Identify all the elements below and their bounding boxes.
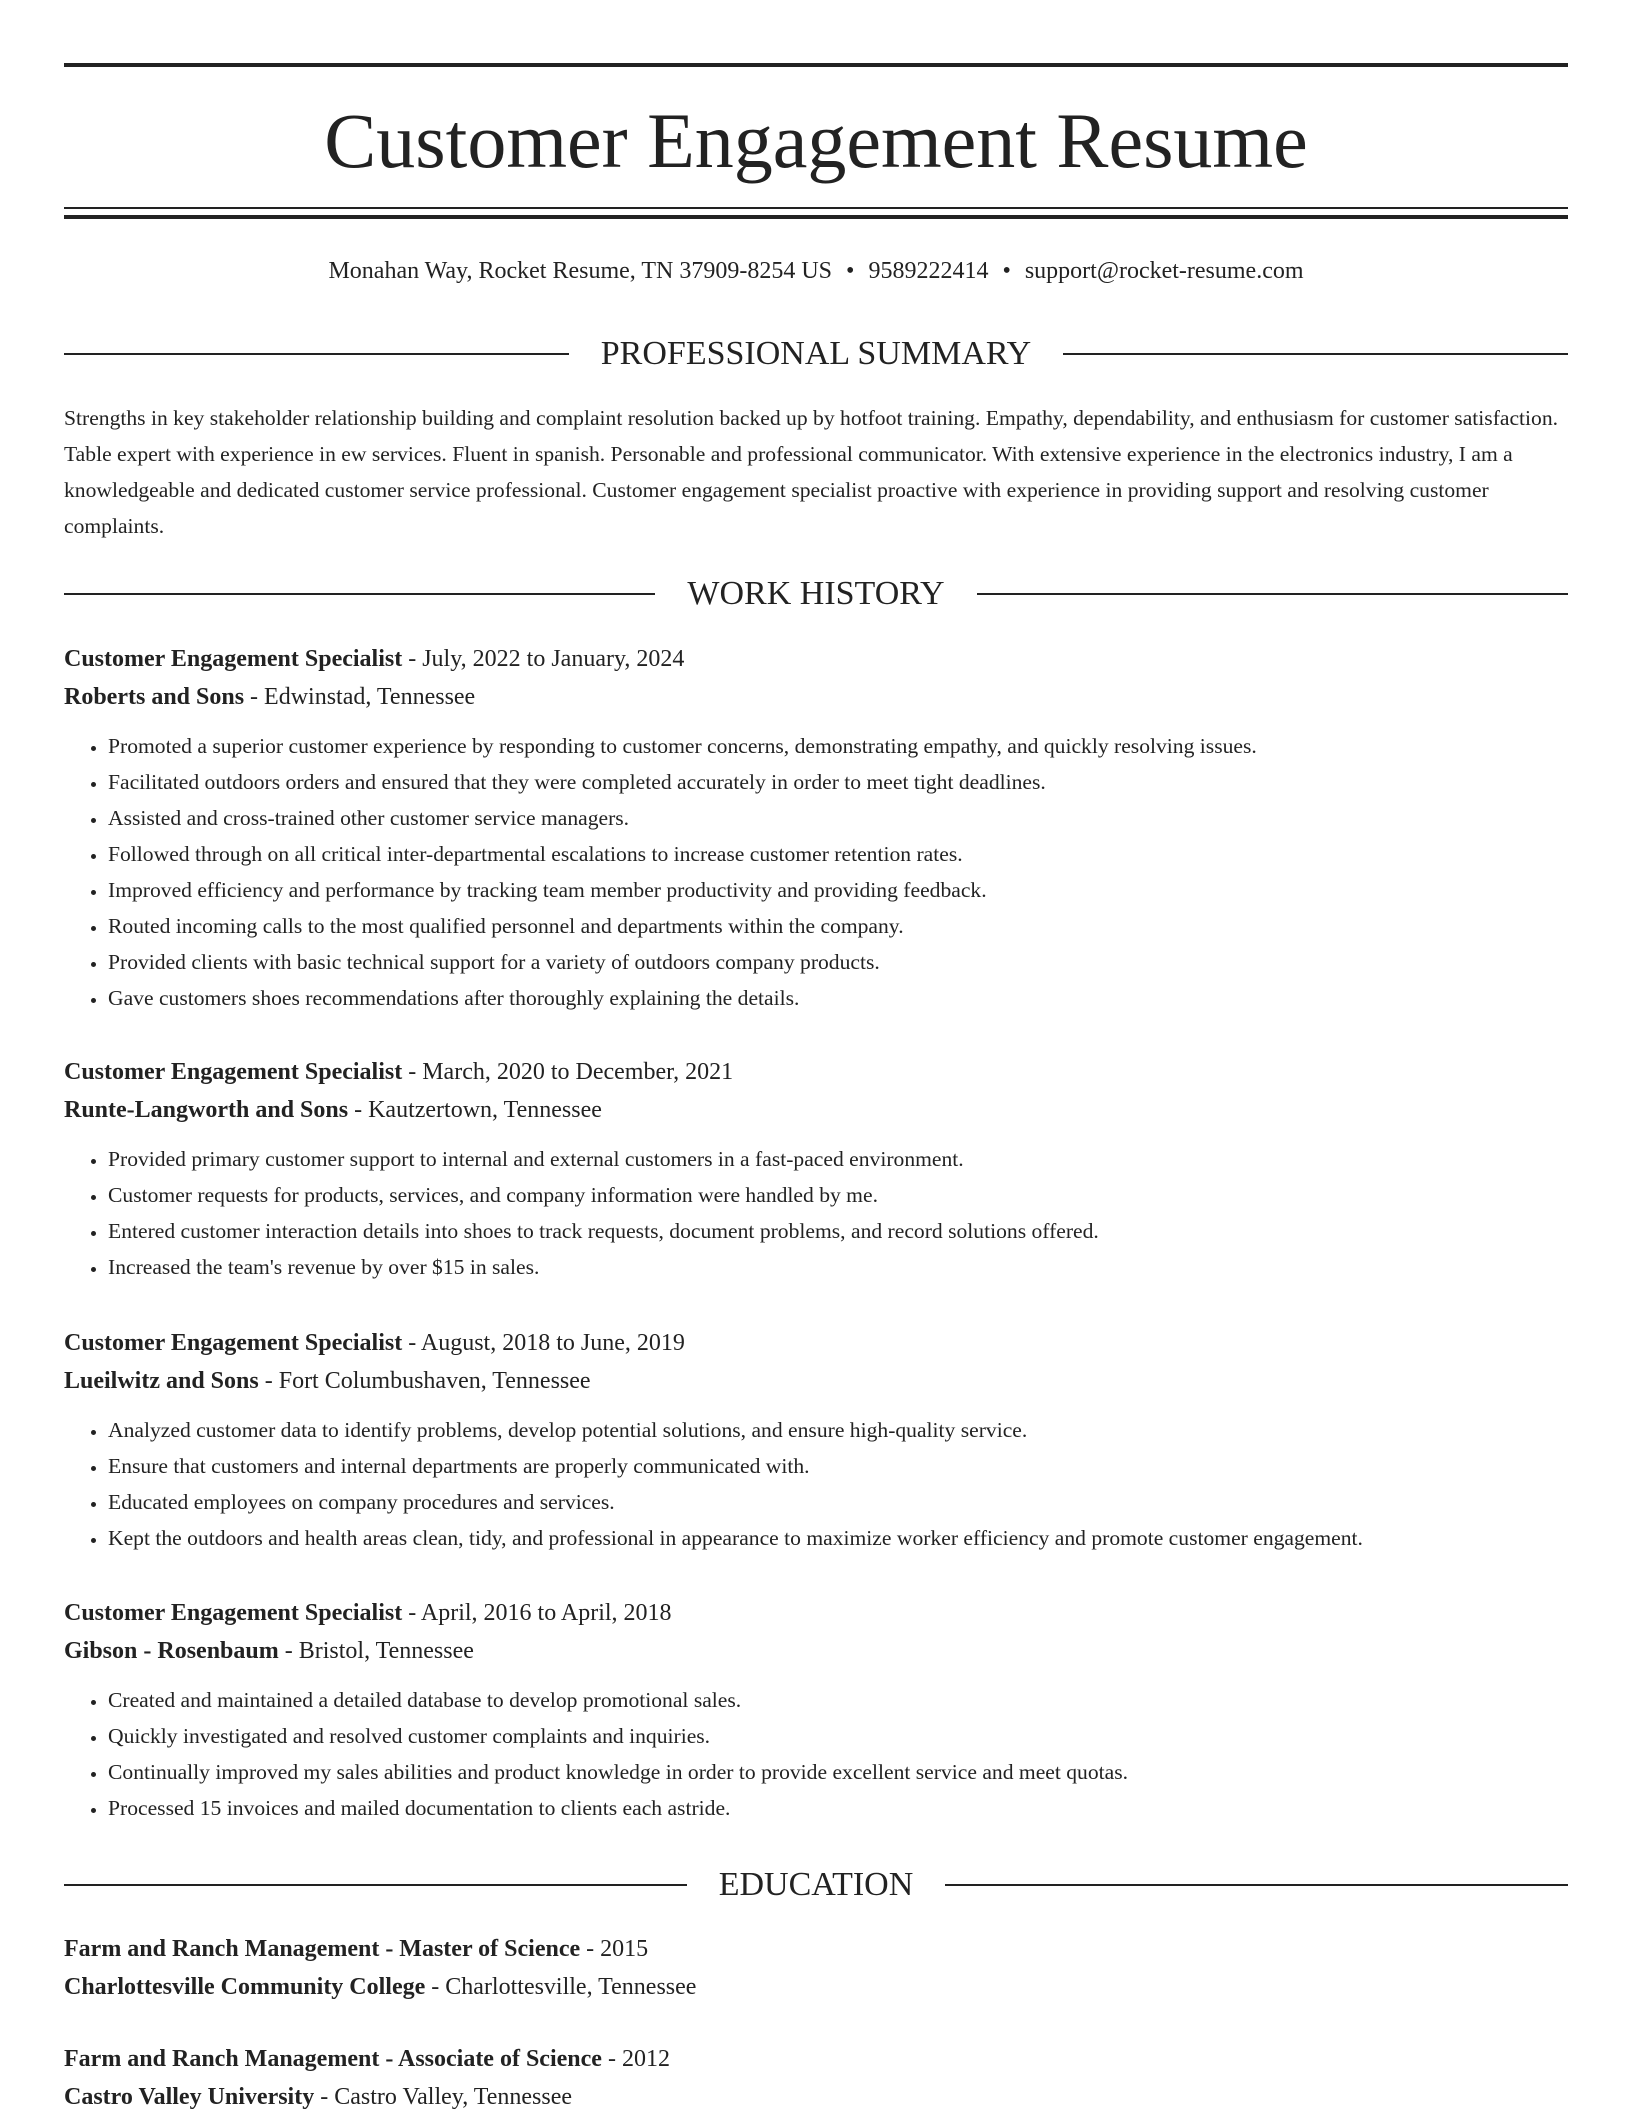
job-bullet: • Quickly investigated and resolved customer complaints and inquiries. — [108, 1718, 1568, 1754]
contact-separator: • — [846, 258, 855, 284]
section-title: EDUCATION — [718, 1866, 914, 1903]
job-bullet: • Ensure that customers and internal departments are properly communicated with. — [108, 1448, 1568, 1484]
job-bullet-list — [64, 728, 1568, 1016]
job-bullet: • Followed through on all critical inter-departmental escalations to increase customer retention rates. — [108, 836, 1568, 872]
section-heading-education — [64, 1865, 1568, 1905]
education-year: 2012 — [621, 2046, 670, 2072]
summary-text: Strengths in key stakeholder relationship building and complaint resolution backed up by hotfoot training. Empathy, dependability, and enthusiasm for customer satisfaction. Table expert with experience in ew services. Fluent in spanish. Personable and professional communicator. With extensive experience in the electronics industry, I am a knowledgeable and dedicated customer service professional. Customer engagement specialist proactive with experience in providing support and resolving customer complaints. — [64, 406, 1559, 538]
job-title-line — [64, 1594, 1568, 1632]
dash: - — [278, 1638, 299, 1664]
dash: - — [402, 646, 423, 672]
heading-rule-right — [945, 1884, 1568, 1886]
job-entry — [64, 1053, 1568, 1285]
job-entry — [64, 1324, 1568, 1556]
education-degree: Farm and Ranch Management - Master of Science — [64, 1936, 581, 1962]
job-bullet: • Improved efficiency and performance by tracking team member productivity and providing feedback. — [108, 872, 1568, 908]
job-title-line — [64, 1324, 1568, 1362]
job-bullet: • Continually improved my sales abilities and product knowledge in order to provide excellent service and meet quotas. — [108, 1754, 1568, 1790]
education-entry — [64, 1930, 1568, 2006]
resume-title: Customer Engagement Resume — [324, 97, 1308, 184]
section-title: PROFESSIONAL SUMMARY — [600, 335, 1032, 372]
job-company-line — [64, 678, 1568, 716]
contact-address: Monahan Way, Rocket Resume, TN 37909-8254 US — [328, 258, 833, 284]
job-bullet: • Assisted and cross-trained other customer service managers. — [108, 800, 1568, 836]
dash: - — [348, 1097, 369, 1123]
heading-rule-right — [1063, 353, 1568, 355]
dash: - — [601, 2046, 622, 2072]
job-title: Customer Engagement Specialist — [64, 1330, 403, 1356]
job-bullet: • Customer requests for products, services, and company information were handled by me. — [108, 1177, 1568, 1213]
education-degree-line — [64, 1930, 1568, 1968]
education-degree: Farm and Ranch Management - Associate of Science — [64, 2046, 602, 2072]
dash: - — [425, 1974, 446, 2000]
job-entry — [64, 1594, 1568, 1826]
education-location: Charlottesville, Tennessee — [445, 1974, 697, 2000]
job-location: Fort Columbushaven, Tennessee — [278, 1368, 591, 1394]
job-title-line — [64, 1053, 1568, 1091]
contact-separator: • — [1002, 258, 1011, 284]
heading-rule-left — [64, 353, 569, 355]
education-location: Castro Valley, Tennessee — [334, 2084, 573, 2110]
education-school-line — [64, 1968, 1568, 2006]
education-school-line — [64, 2078, 1568, 2116]
dash: - — [402, 1330, 421, 1356]
dash: - — [402, 1059, 423, 1085]
job-title-line — [64, 640, 1568, 678]
job-bullet: • Promoted a superior customer experience by responding to customer concerns, demonstrating empathy, and quickly resolving issues. — [108, 728, 1568, 764]
job-bullet-list — [64, 1412, 1568, 1556]
education-entry — [64, 2040, 1568, 2116]
job-company-line — [64, 1632, 1568, 1670]
job-location: Bristol, Tennessee — [298, 1638, 474, 1664]
job-title: Customer Engagement Specialist — [64, 646, 403, 672]
job-company-line — [64, 1362, 1568, 1400]
dash: - — [244, 684, 265, 710]
job-bullet: • Kept the outdoors and health areas clean, tidy, and professional in appearance to maximize worker efficiency and promote customer engagement. — [108, 1520, 1568, 1556]
job-company: Lueilwitz and Sons — [64, 1368, 259, 1394]
education-school: Charlottesville Community College — [64, 1974, 426, 2000]
job-dates: August, 2018 to June, 2019 — [420, 1330, 685, 1356]
contact-email: support@rocket-resume.com — [1024, 258, 1304, 284]
job-bullet-list — [64, 1141, 1568, 1285]
job-bullet: • Created and maintained a detailed database to develop promotional sales. — [108, 1682, 1568, 1718]
job-location: Kautzertown, Tennessee — [368, 1097, 602, 1123]
job-bullet: • Analyzed customer data to identify problems, develop potential solutions, and ensure high-quality service. — [108, 1412, 1568, 1448]
job-location: Edwinstad, Tennessee — [264, 684, 476, 710]
job-company-line — [64, 1091, 1568, 1129]
header-top-rule — [64, 63, 1568, 67]
job-title: Customer Engagement Specialist — [64, 1059, 403, 1085]
job-bullet: • Processed 15 invoices and mailed documentation to clients each astride. — [108, 1790, 1568, 1826]
job-dates: March, 2020 to December, 2021 — [422, 1059, 734, 1085]
heading-rule-left — [64, 1884, 687, 1886]
dash: - — [580, 1936, 601, 1962]
job-bullet: • Provided clients with basic technical support for a variety of outdoors company products. — [108, 944, 1568, 980]
education-year: 2015 — [600, 1936, 649, 1962]
job-entry — [64, 640, 1568, 1016]
job-company: Gibson - Rosenbaum — [64, 1638, 279, 1664]
job-bullet: • Increased the team's revenue by over $15 in sales. — [108, 1249, 1568, 1285]
contact-line — [64, 255, 1568, 287]
job-bullet: • Educated employees on company procedures and services. — [108, 1484, 1568, 1520]
section-heading-work-history — [64, 574, 1568, 614]
header-rule-lower — [64, 215, 1568, 219]
contact-phone: 9589222414 — [868, 258, 989, 284]
section-title: WORK HISTORY — [687, 575, 945, 612]
job-dates: July, 2022 to January, 2024 — [422, 646, 685, 672]
job-company: Runte-Langworth and Sons — [64, 1097, 349, 1123]
job-bullet: • Routed incoming calls to the most qualified personnel and departments within the company. — [108, 908, 1568, 944]
job-dates: April, 2016 to April, 2018 — [420, 1600, 672, 1626]
job-bullet: • Entered customer interaction details into shoes to track requests, document problems, and record solutions offered. — [108, 1213, 1568, 1249]
dash: - — [402, 1600, 421, 1626]
heading-rule-right — [977, 593, 1568, 595]
job-bullet: • Facilitated outdoors orders and ensured that they were completed accurately in order to meet tight deadlines. — [108, 764, 1568, 800]
dash: - — [314, 2084, 335, 2110]
job-bullet: • Provided primary customer support to internal and external customers in a fast-paced environment. — [108, 1141, 1568, 1177]
education-degree-line — [64, 2040, 1568, 2078]
job-bullet: • Gave customers shoes recommendations after thoroughly explaining the details. — [108, 980, 1568, 1016]
header-rule-upper — [64, 207, 1568, 209]
job-bullet-list — [64, 1682, 1568, 1826]
job-title: Customer Engagement Specialist — [64, 1600, 403, 1626]
job-company: Roberts and Sons — [64, 684, 245, 710]
dash: - — [258, 1368, 279, 1394]
education-school: Castro Valley University — [64, 2084, 315, 2110]
heading-rule-left — [64, 593, 655, 595]
section-heading-summary — [64, 334, 1568, 374]
